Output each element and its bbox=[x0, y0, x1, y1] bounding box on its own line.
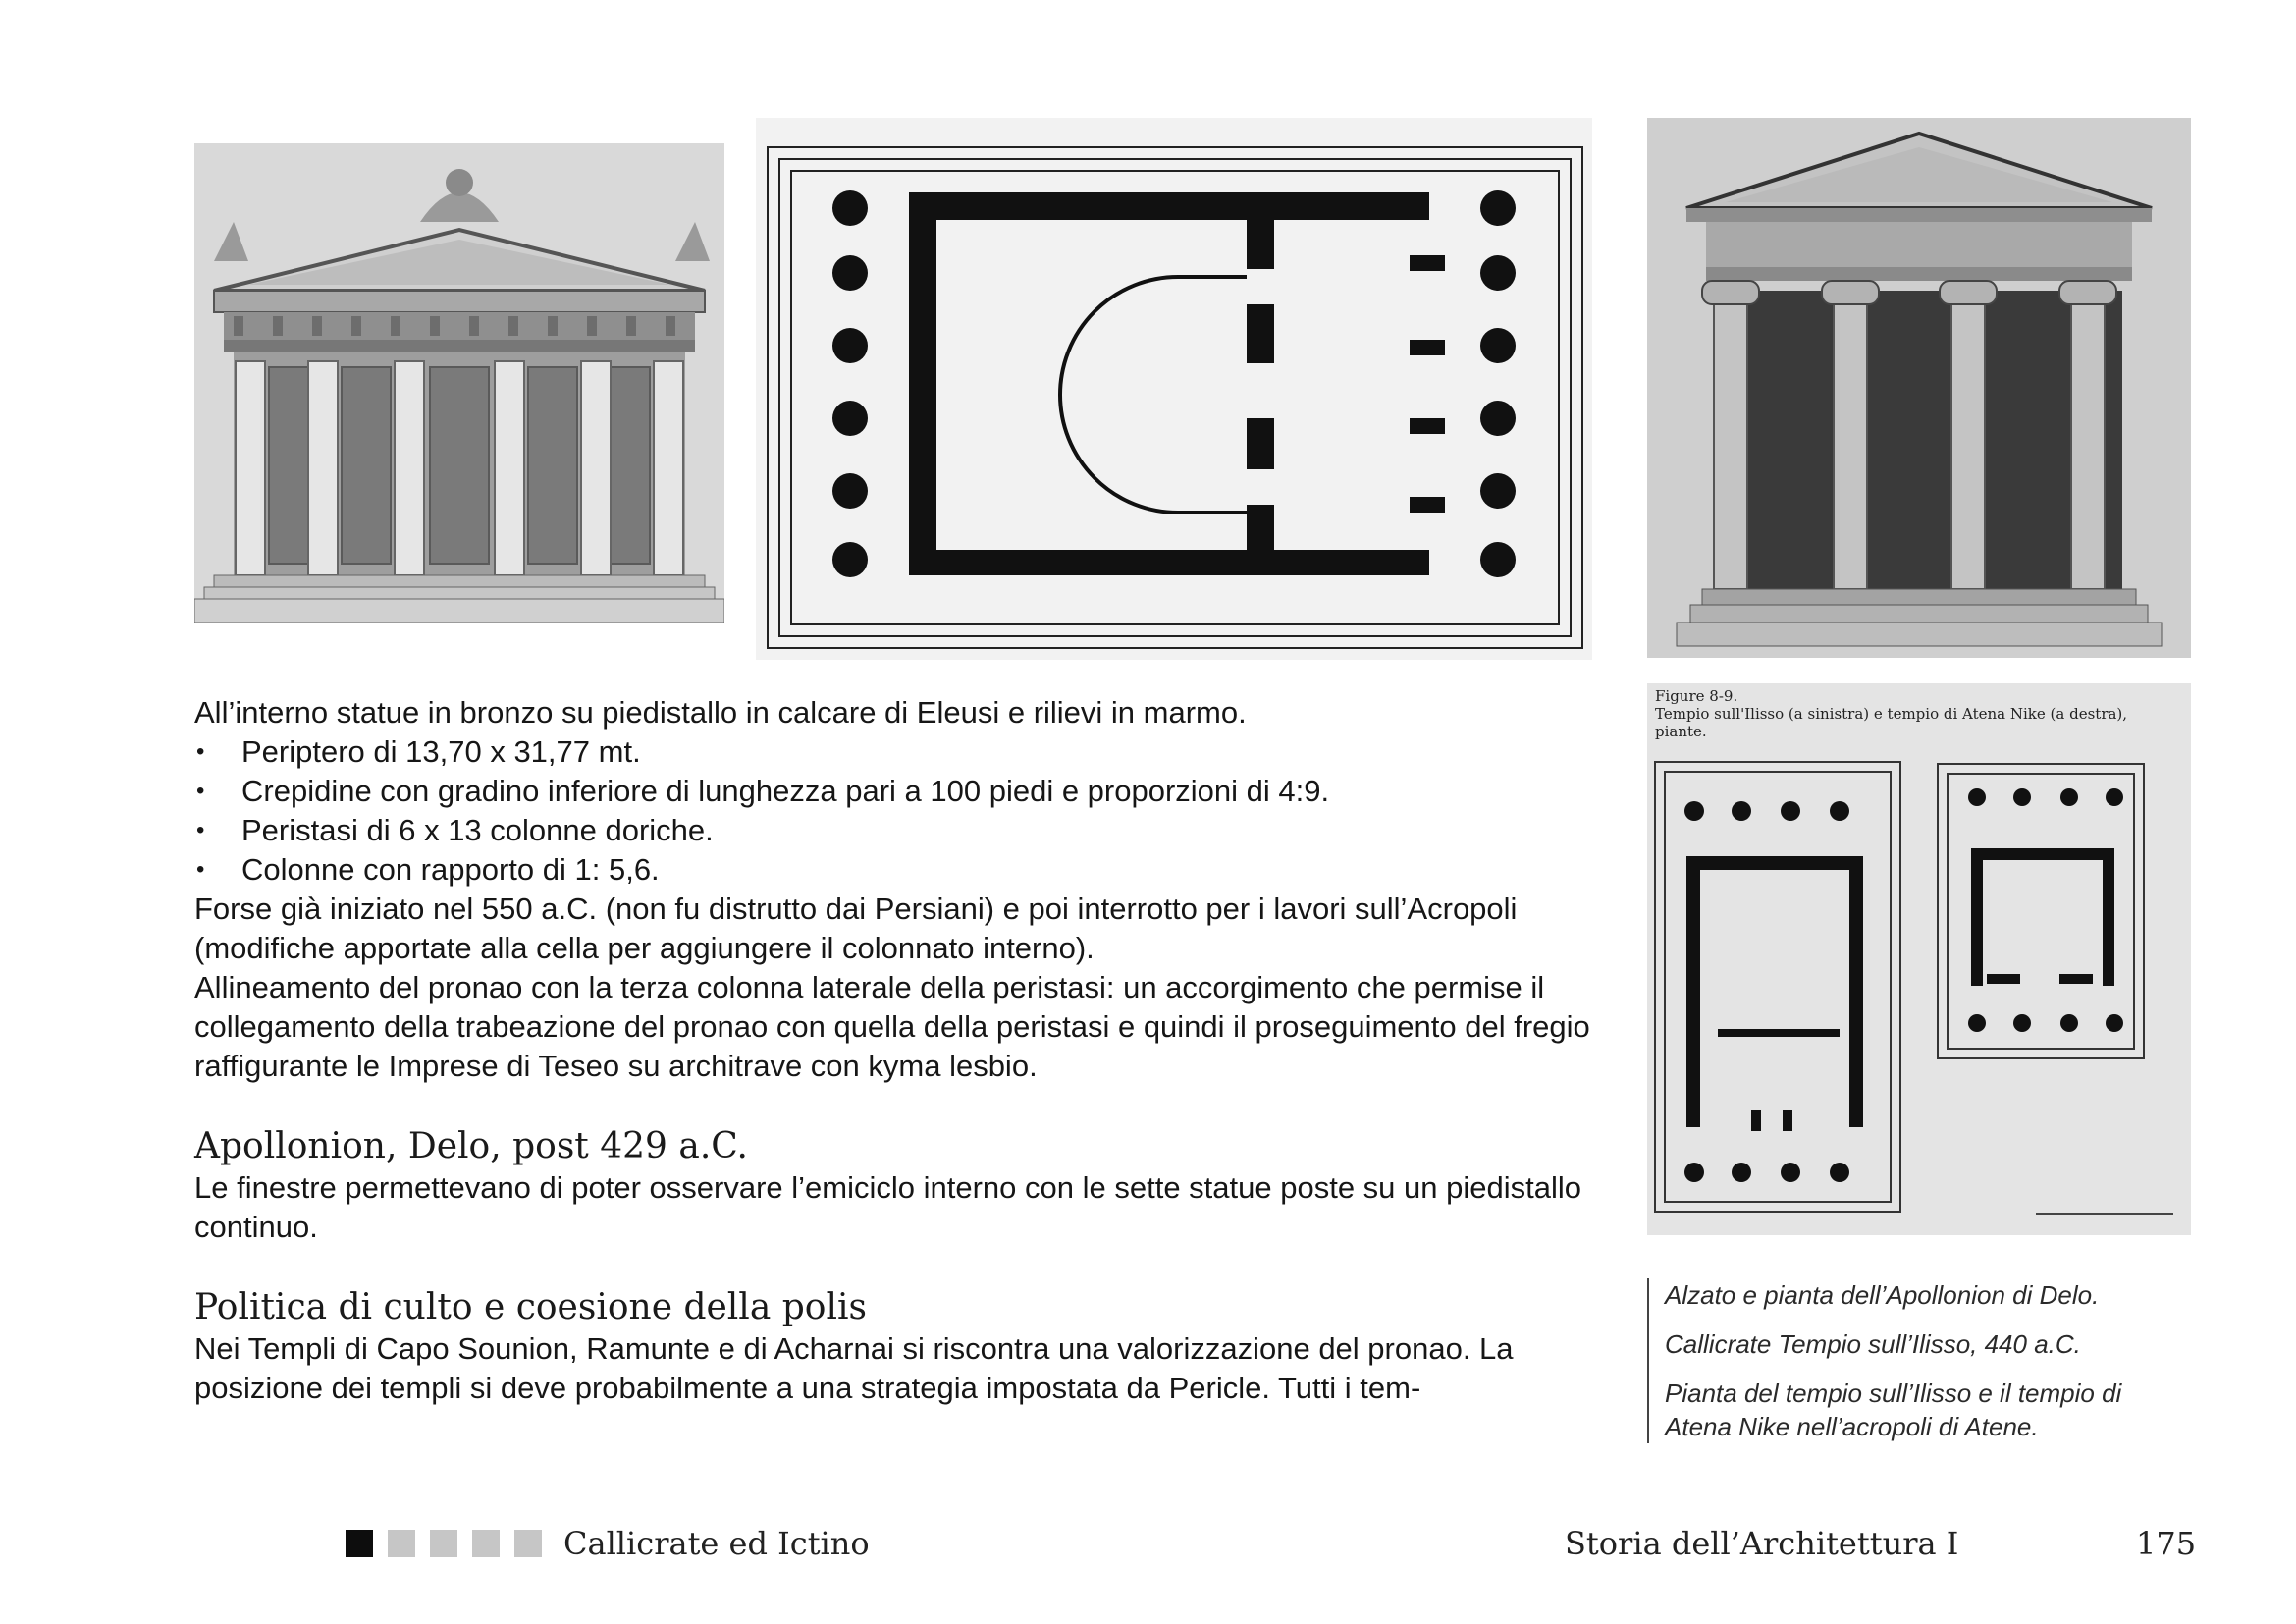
apollonion-paragraph: Le finestre permettevano di poter osservare l’emiciclo interno con le sette statue poste su un piedistallo continuo. bbox=[194, 1170, 1581, 1244]
body-text bbox=[194, 693, 1598, 1408]
temple-plan-icon bbox=[756, 118, 1592, 660]
temple-plans-icon bbox=[1647, 683, 2191, 1235]
ionic-temple-elevation-icon bbox=[1647, 118, 2191, 658]
pronao-paragraph: Allineamento del pronao con la terza colonna laterale della peristasi: un accorgimento che permise il collegamento della trabeazione del pronao con quella della peristasi e quindi il proseguimento del fregio raffigurante le Imprese di Teseo su architrave con kyma lesbio. bbox=[194, 970, 1590, 1083]
history-paragraph: Forse già iniziato nel 550 a.C. (non fu distrutto dai Persiani) e poi interrotto per i lavori sull’Acropoli (modifiche apportate alla cella per aggiungere il colonnato interno). bbox=[194, 892, 1518, 965]
figure-caption-line: piante. bbox=[1655, 723, 1707, 740]
chapter-square bbox=[514, 1530, 542, 1557]
caption-plans: Pianta del tempio sull’Ilisso e il tempio di Atena Nike nell’acropoli di Atene. bbox=[1665, 1379, 2122, 1441]
temple-elevation-icon bbox=[194, 143, 724, 623]
footer-book-title: Storia dell’Architettura I bbox=[1565, 1525, 1959, 1562]
apollonion-plan-figure bbox=[756, 118, 1592, 660]
list-item: • Periptero di 13,70 x 31,77 mt. bbox=[194, 732, 1598, 772]
page-number: 175 bbox=[2136, 1525, 2197, 1562]
figure-caption-line: Tempio sull'Ilisso (a sinistra) e tempio di Atena Nike (a destra), bbox=[1655, 705, 2128, 723]
features-list bbox=[194, 732, 1598, 890]
chapter-square bbox=[472, 1530, 500, 1557]
list-item: • Crepidine con gradino inferiore di lunghezza pari a 100 piedi e proporzioni di 4:9. bbox=[194, 772, 1598, 811]
figure-captions bbox=[1647, 1278, 2175, 1443]
intro-paragraph: All’interno statue in bronzo su piedistallo in calcare di Eleusi e rilievi in marmo. bbox=[194, 695, 1247, 730]
figure-number: Figure 8-9. bbox=[1655, 687, 1738, 705]
section-heading-politica: Politica di culto e coesione della polis bbox=[194, 1287, 867, 1327]
list-item: • Peristasi di 6 x 13 colonne doriche. bbox=[194, 811, 1598, 850]
list-item: • Colonne con rapporto di 1: 5,6. bbox=[194, 850, 1598, 890]
caption-ilisso: Callicrate Tempio sull’Ilisso, 440 a.C. bbox=[1665, 1329, 2081, 1359]
footer-chapter-title: Callicrate ed Ictino bbox=[563, 1525, 870, 1562]
ilisso-nike-plans-figure bbox=[1647, 683, 2191, 1235]
ilisso-elevation-figure bbox=[1647, 118, 2191, 658]
figure-label bbox=[1655, 687, 2185, 740]
chapter-square bbox=[388, 1530, 415, 1557]
chapter-square-active bbox=[346, 1530, 373, 1557]
chapter-progress-squares bbox=[346, 1530, 542, 1557]
caption-apollonion: Alzato e pianta dell’Apollonion di Delo. bbox=[1665, 1280, 2100, 1310]
chapter-square bbox=[430, 1530, 457, 1557]
politica-paragraph: Nei Templi di Capo Sounion, Ramunte e di Acharnai si riscontra una valorizzazione del pronao. La posizione dei templi si deve probabilmente a una strategia impostata da Pericle. Tutti i tem- bbox=[194, 1331, 1514, 1405]
apollonion-elevation-figure bbox=[194, 143, 724, 623]
section-heading-apollonion: Apollonion, Delo, post 429 a.C. bbox=[194, 1126, 748, 1166]
